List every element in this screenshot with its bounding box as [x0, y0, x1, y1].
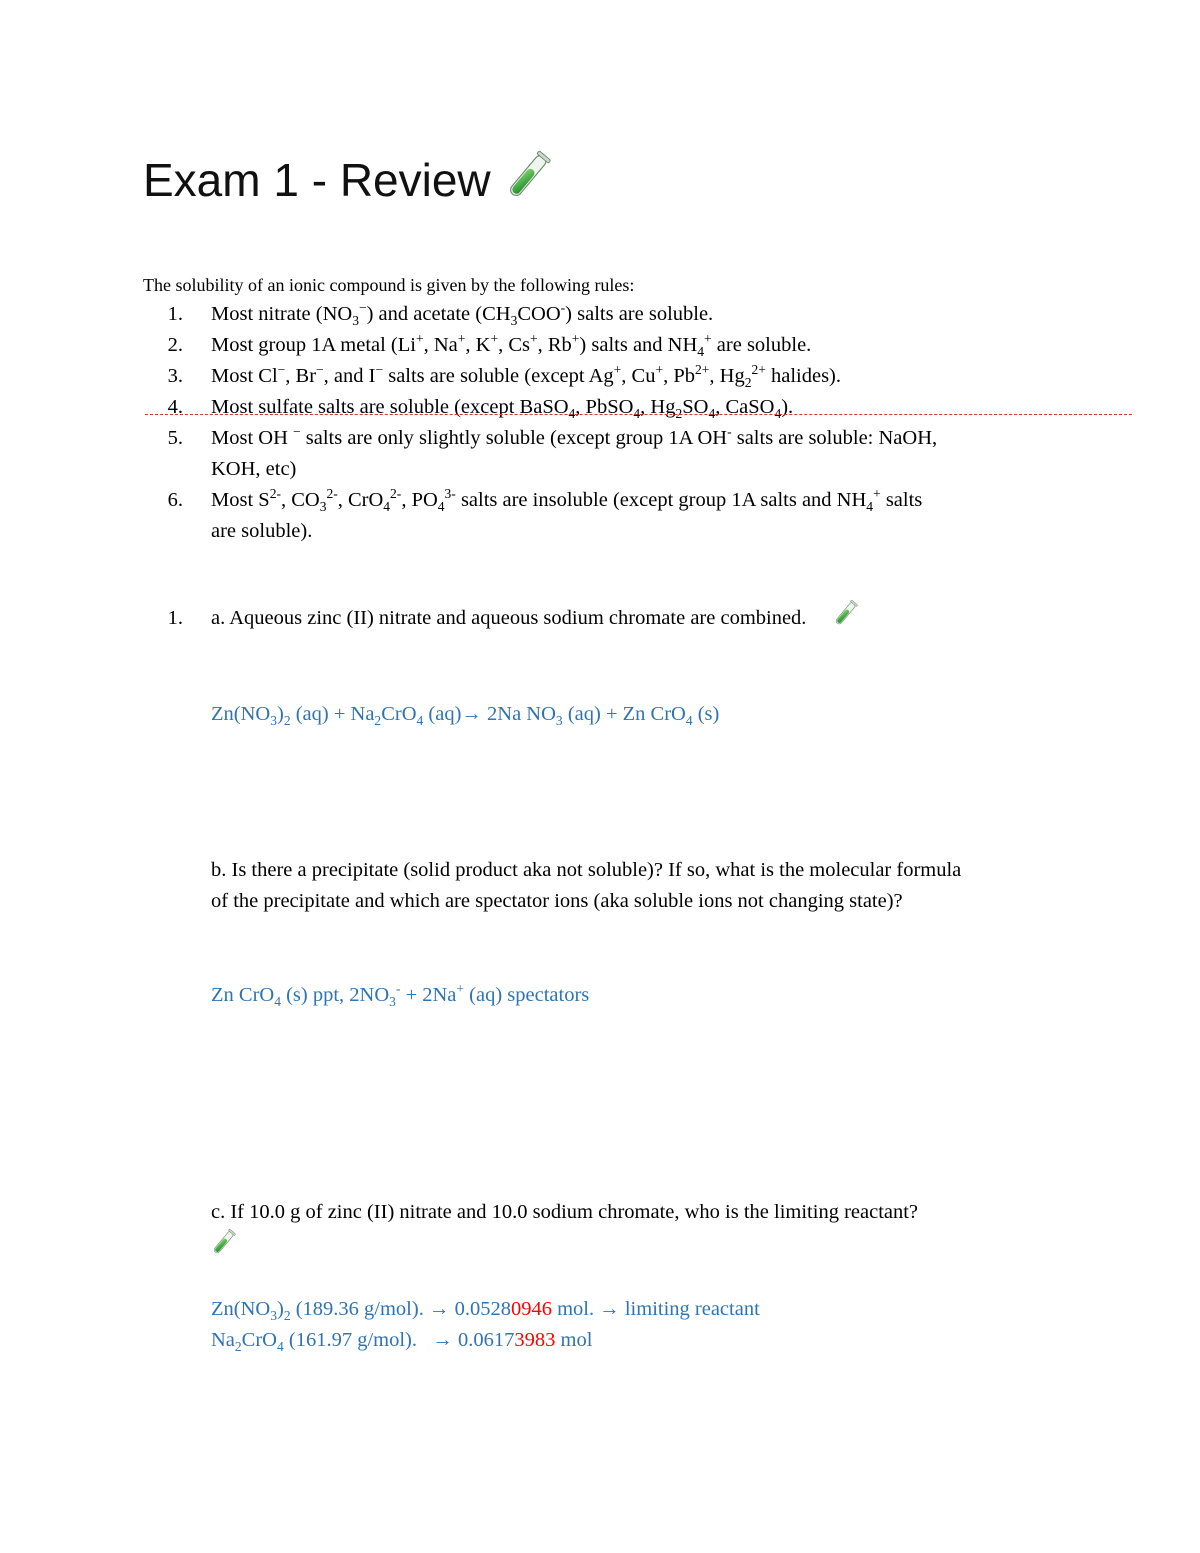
- rule-6: 6. Most $S^{2-}$, $CO_3^{2-}$, CrO$_4^{2-}$, $PO_4^{3-}$ salts are insoluble (except group 1A salts and $NH_4^+$ salts: [211, 485, 922, 516]
- answer-1a: $Zn(NO_3)_2$ $(aq) + Na_2CrO_4$ (aq)→ 2Na $NO_3$ (aq) + Zn CrO$_4$ (s): [211, 703, 720, 729]
- rule-number: 3.: [167, 365, 183, 387]
- rule-3: 3. Most Cl−, Br−, and I− salts are soluble (except Ag+, Cu+, $Pb^{2+}$, $Hg_2^{2+}$ halides).: [211, 361, 841, 392]
- question-1a: [167, 603, 860, 634]
- rule-5-continued: KOH, etc): [211, 458, 297, 480]
- page-title: [143, 150, 555, 210]
- rule-number: 6.: [167, 489, 183, 511]
- title-text: Exam 1 - Review: [143, 154, 491, 206]
- rule-number: 1.: [167, 303, 183, 325]
- question-1b-line-2: of the precipitate and which are spectator ions (aka soluble ions not changing state)?: [211, 890, 903, 912]
- dashed-divider: [145, 414, 1132, 415]
- rule-number: 2.: [167, 334, 183, 356]
- answer-1c-line-1: $Zn(NO_3)_2$ (189.36 g/mol). → 0.05280946 mol. → limiting reactant: [211, 1298, 760, 1324]
- arrow-icon: →: [432, 1329, 453, 1351]
- intro-text: The solubility of an ionic compound is given by the following rules:: [143, 275, 635, 295]
- question-1a-text: a. Aqueous zinc (II) nitrate and aqueous sodium chromate are combined.: [211, 607, 807, 629]
- arrow-icon: →: [461, 703, 482, 725]
- rule-5: 5. Most OH − salts are only slightly soluble (except group 1A OH- salts are soluble: NaOH,: [211, 423, 937, 454]
- question-1b-line-1: b. Is there a precipitate (solid product aka not soluble)? If so, what is the molecular formula: [211, 859, 962, 881]
- rule-2: 2. Most group 1A metal (Li+, Na+, K+, Cs+, Rb+) salts and $NH_4^+$ are soluble.: [211, 330, 811, 361]
- test-tube-icon: [499, 149, 555, 205]
- test-tube-icon: [208, 1228, 238, 1258]
- arrow-icon: →: [428, 1298, 450, 1320]
- rule-number: 5.: [167, 427, 183, 449]
- rule-1: 1. Most nitrate $(NO_3^-)$ and acetate $(CH_3COO^-)$ salts are soluble.: [211, 299, 713, 330]
- rule-6-continued: are soluble).: [211, 520, 313, 542]
- rule-number: 4.: [167, 396, 183, 418]
- question-1c: c. If 10.0 g of zinc (II) nitrate and 10.0 sodium chromate, who is the limiting reactant?: [211, 1201, 919, 1223]
- test-tube-icon: [830, 599, 860, 629]
- question-number: 1.: [167, 607, 183, 629]
- answer-1b: Zn CrO$_4$ (s) ppt, $2NO_3^- + 2Na^+$ (aq) spectators: [211, 981, 590, 1010]
- rule-4: 4. Most sulfate salts are soluble (except BaSO$_4$, PbSO$_4$, $Hg_2SO_4$, CaSO$_4$).: [211, 392, 793, 423]
- arrow-icon: →: [599, 1298, 620, 1320]
- answer-1c-line-2: $Na_2CrO_4$ (161.97 g/mol). → 0.06173983 mol: [211, 1329, 593, 1355]
